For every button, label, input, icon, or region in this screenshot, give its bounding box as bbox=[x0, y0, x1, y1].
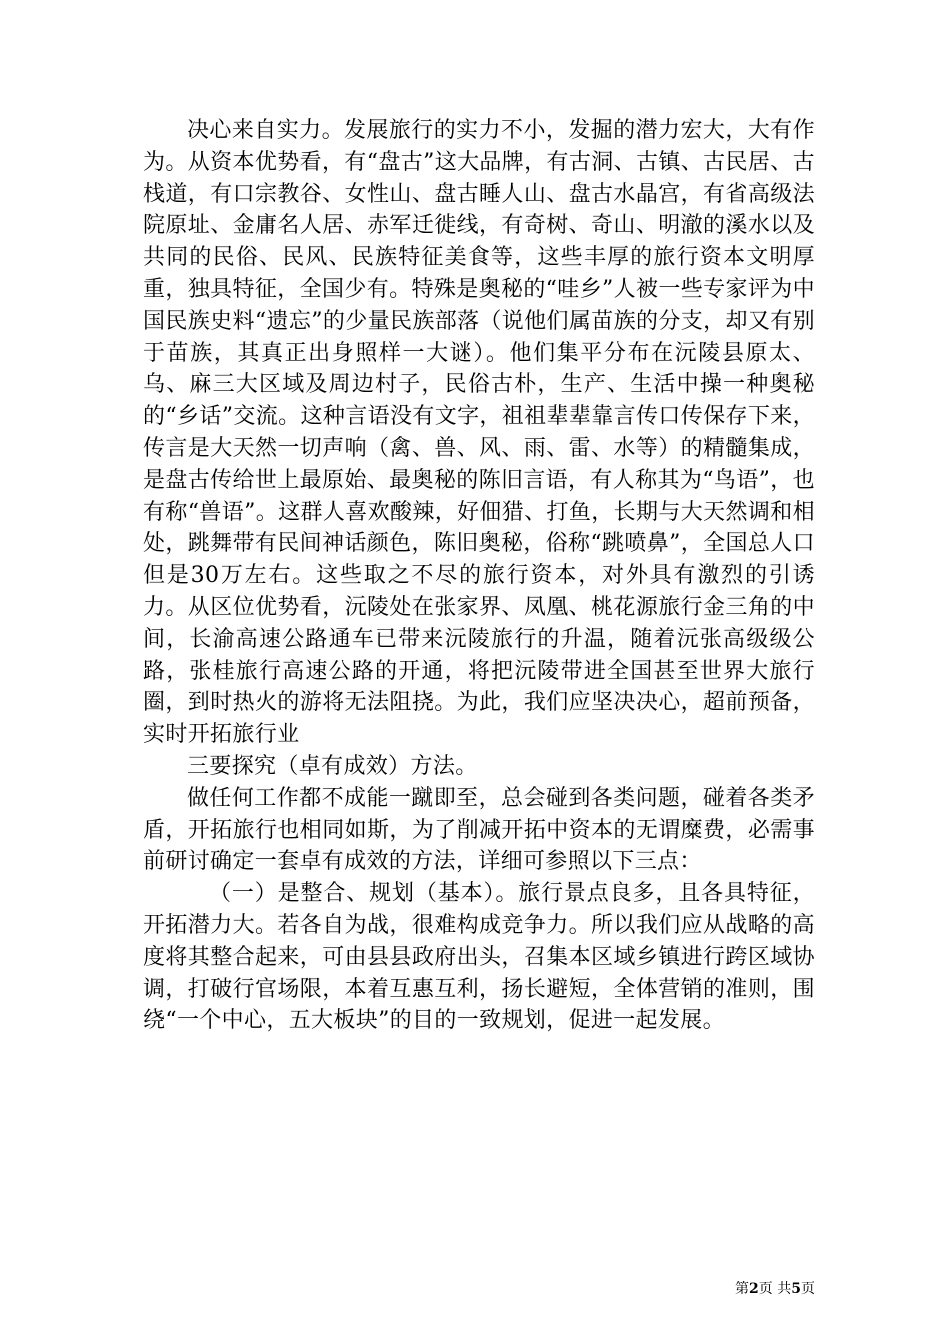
footer-prefix: 第 bbox=[735, 1281, 750, 1297]
body-text bbox=[143, 115, 815, 1037]
footer-middle: 页 共 bbox=[758, 1281, 792, 1297]
paragraph-method-heading: 三要探究（卓有成效）方法。 bbox=[187, 753, 478, 779]
footer-current-page: 2 bbox=[749, 1281, 759, 1297]
paragraph-integration-planning: （一）是整合、规划（基本）。旅行景点良多，且各具特征，开拓潜力大。若各自为战，很难构成竞争力。所以我们应从战略的高度将其整合起来，可由县县政府出头，召集本区域乡镇进行跨区域协调，打破行官场限，本着互惠互利，扬长避短，全体营销的准则，围绕“一个中心，五大板块”的目的一致规划，促进一起发展。 bbox=[143, 881, 815, 1034]
paragraph-method-intro: 做任何工作都不成能一蹴即至，总会碰到各类问题，碰着各类矛盾，开拓旅行也相同如斯，为了削减开拓中资本的无谓糜费，必需事前研讨确定一套卓有成效的方法，详细可参照以下三点： bbox=[143, 785, 815, 875]
footer-suffix: 页 bbox=[801, 1281, 815, 1297]
paragraph-strength: 决心来自实力。发展旅行的实力不小，发掘的潜力宏大，大有作为。从资本优势看，有“盘古”这大品牌，有古洞、古镇、古民居、古栈道，有口宗教谷、女性山、盘古睡人山、盘古水晶宫，有省高级法院原址、金庸名人居、赤军迁徙线，有奇树、奇山、明澈的溪水以及共同的民俗、民风、民族特征美食等，这些丰厚的旅行资本文明厚重，独具特征，全国少有。特殊是奥秘的“哇乡”人被一些专家评为中国民族史料“遗忘”的少量民族部落（说他们属苗族的分支，却又有别于苗族，其真正出身照样一大谜）。他们集平分布在沅陵县原太、乌、麻三大区域及周边村子，民俗古朴，生产、生活中操一种奥秘的“乡话”交流。这种言语没有文字，祖祖辈辈靠言传口传保存下来，传言是大天然一切声响（禽、兽、风、雨、雷、水等）的精髓集成，是盘古传给世上最原始、最奥秘的陈旧言语，有人称其为“鸟语”，也有称“兽语”。这群人喜欢酸辣，好佃猎、打鱼，长期与大天然调和相处，跳舞带有民间神话颜色，陈旧奥秘，俗称“跳喷鼻”，全国总人口但是30万左右。这些取之不尽的旅行资本，对外具有激烈的引诱力。从区位优势看，沅陵处在张家界、凤凰、桃花源旅行金三角的中间，长渝高速公路通车已带来沅陵旅行的升温，随着沅张高级级公路，张桂旅行高速公路的开通，将把沅陵带进全国甚至世界大旅行圈，到时热火的游将无法阻挠。为此，我们应坚决决心，超前预备，实时开拓旅行业 bbox=[143, 118, 815, 748]
footer-total-pages: 5 bbox=[791, 1281, 801, 1297]
page-number-footer bbox=[700, 1278, 815, 1298]
